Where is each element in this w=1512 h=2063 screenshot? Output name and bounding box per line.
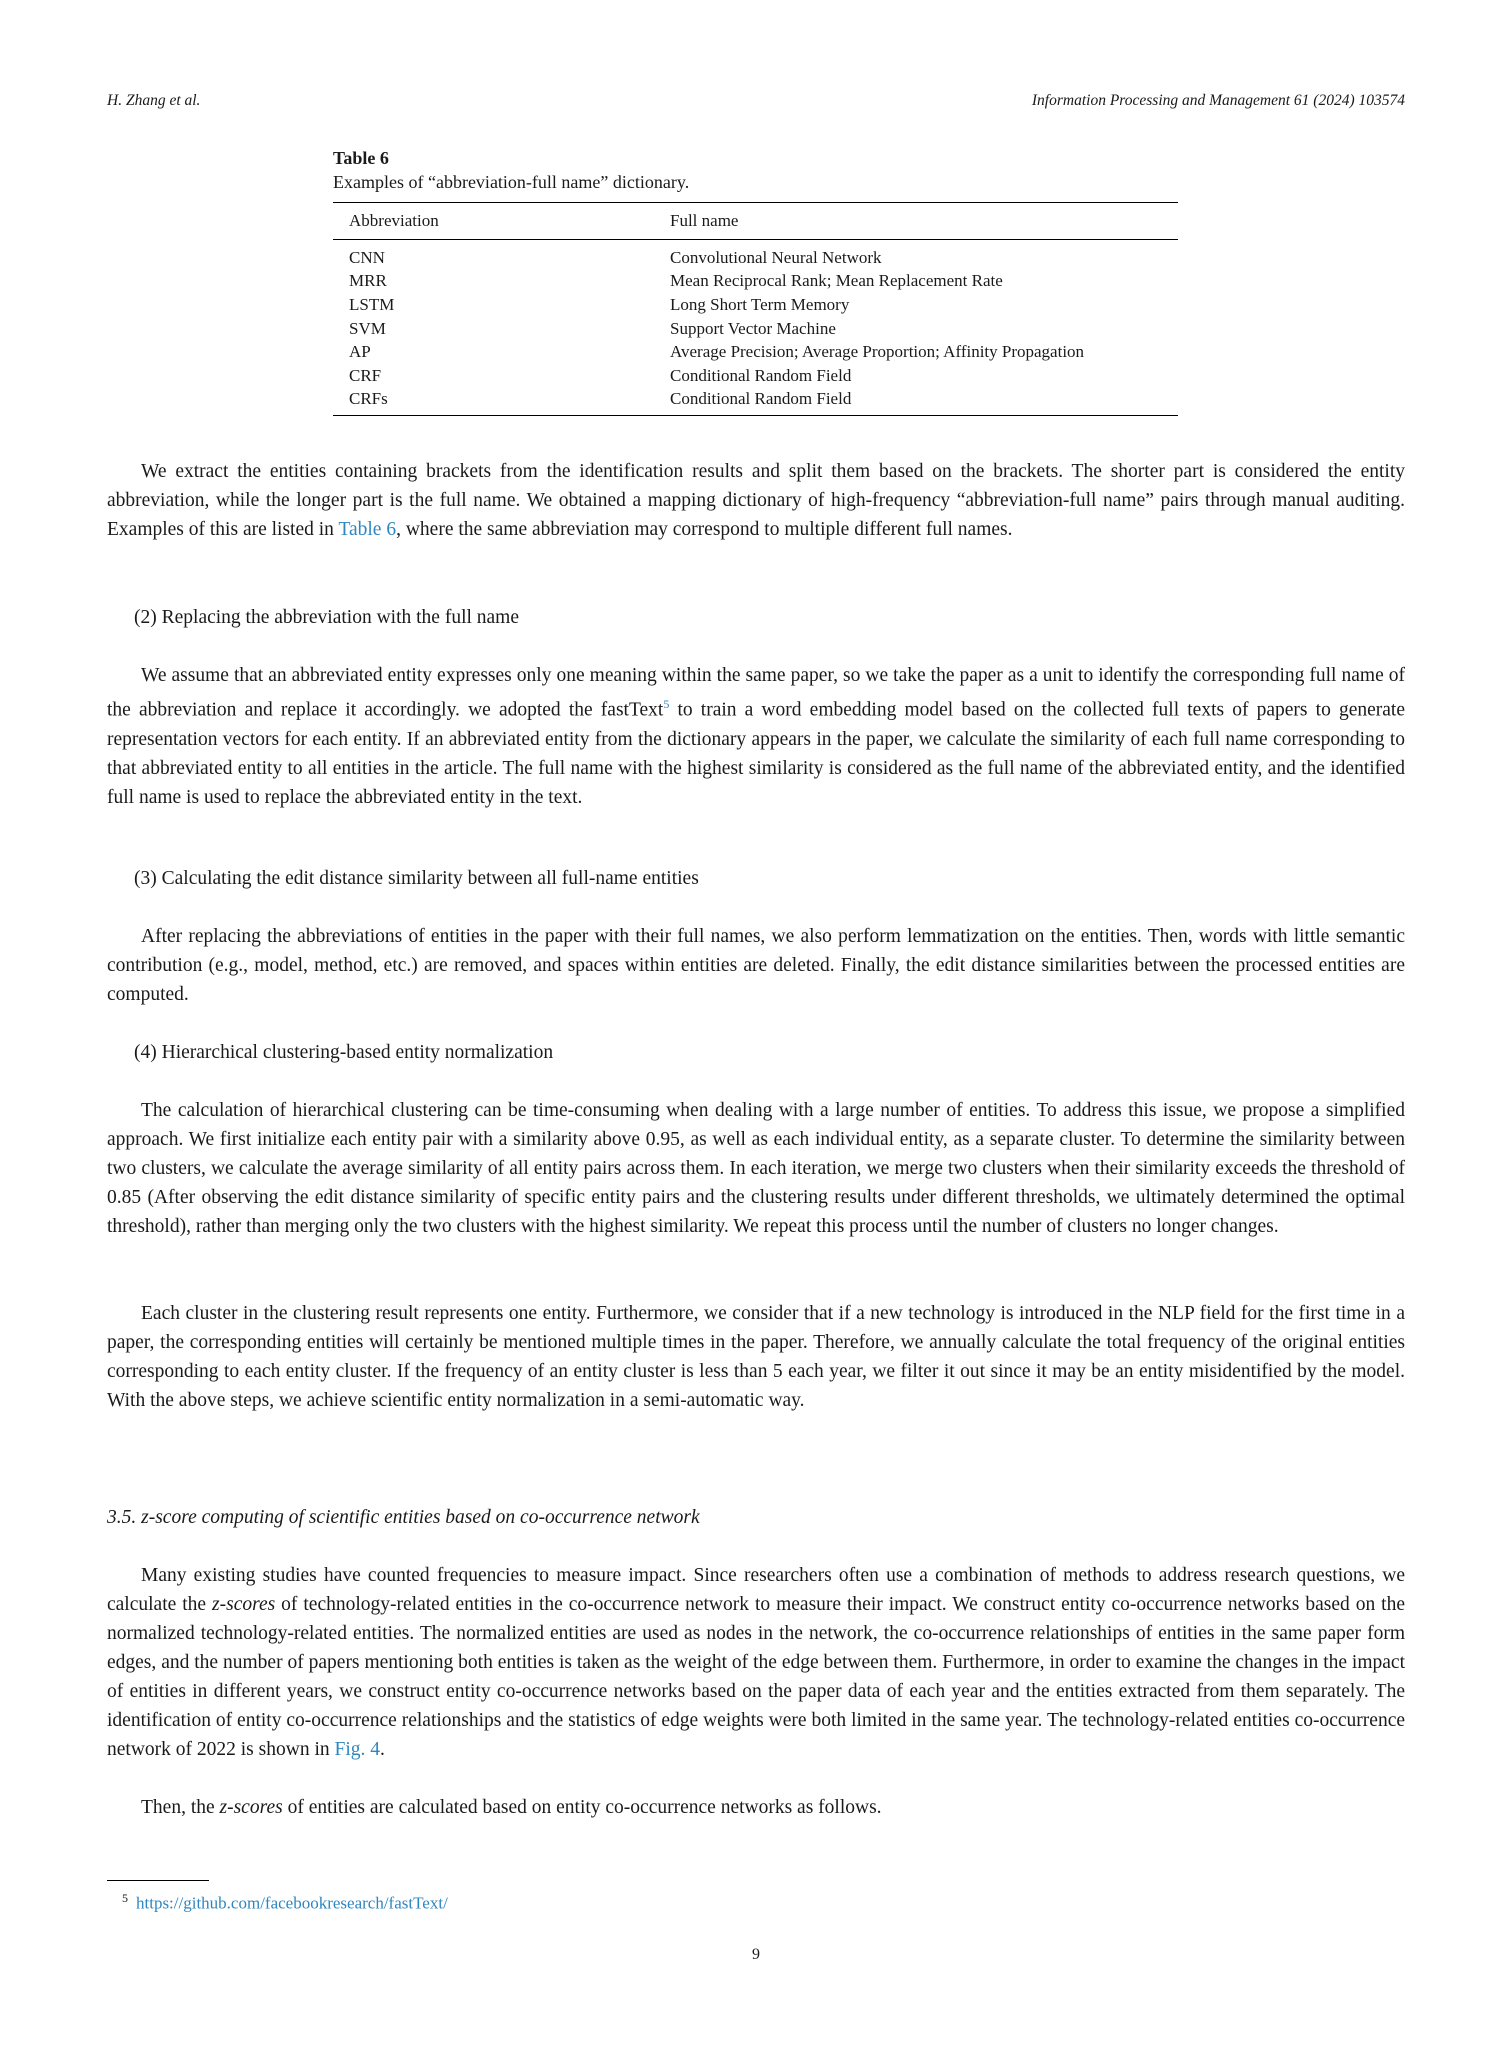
paragraph-abbreviation-extraction (107, 457, 1405, 544)
table-row (333, 293, 1178, 317)
running-header-authors: H. Zhang et al. (107, 92, 201, 109)
table-cell: CRF (349, 365, 382, 385)
table-cell: Conditional Random Field (670, 365, 852, 385)
table-row (333, 270, 1178, 294)
paragraph-text: , where the same abbreviation may correspond to multiple different full names. (396, 519, 1013, 540)
z-scores-term: z-scores (219, 1797, 283, 1818)
table-header-cell: Abbreviation (349, 211, 439, 230)
paragraph-text: We extract the entities containing brackets from the identification results and split them based on the brackets. The shorter part is considered the entity abbreviation, while the longer part is the full name. We obtained a mapping dictionary of high-frequency “abbreviation-full name” pairs through manual auditing. Examples of this are listed in (107, 461, 1405, 540)
paragraph-replacing-abbreviation (107, 661, 1405, 812)
z-scores-term: z-scores (212, 1594, 276, 1615)
paragraph-text: of technology-related entities in the co-occurrence network to measure their impact. We construct entity co-occurrence networks based on the normalized technology-related entities. The normalized entities are used as nodes in the network, the co-occurrence relationships of entities in the same paper form edges, and the number of papers mentioning both entities is taken as the weight of the edge between them. Furthermore, in order to examine the changes in the impact of entities in different years, we construct entity co-occurrence networks based on the paper data of each year and the entities extracted from them separately. The identification of entity co-occurrence relationships and the statistics of edge weights were both limited in the same year. The technology-related entities co-occurrence network of 2022 is shown in (107, 1594, 1405, 1760)
table-cell: Average Precision; Average Proportion; Affinity Propagation (670, 342, 1085, 362)
footnote-ref-5[interactable]: 5 (663, 697, 670, 711)
paragraph-hierarchical-clustering: The calculation of hierarchical clustering can be time-consuming when dealing with a large number of entities. To address this issue, we propose a simplified approach. We first initialize each entity pair with a similarity above 0.95, as well as each individual entity, as a separate cluster. To determine the similarity between two clusters, we calculate the average similarity of all entity pairs across them. In each iteration, we merge two clusters when their similarity exceeds the threshold of 0.85 (After observing the edit distance similarity of specific entity pairs and the clustering results under different thresholds, we ultimately determined the optimal threshold), rather than merging only the two clusters with the highest similarity. We repeat this process until the number of clusters no longer changes. (107, 1100, 1405, 1237)
page-number: 9 (752, 1946, 760, 1963)
table-row (333, 317, 1178, 341)
list-item-2: (2) Replacing the abbreviation with the full name (134, 607, 520, 628)
paragraph-cluster-frequency: Each cluster in the clustering result represents one entity. Furthermore, we consider that if a new technology is introduced in the NLP field for the first time in a paper, the corresponding entities will certainly be mentioned multiple times in the paper. Therefore, we annually calculate the total frequency of the original entities corresponding to each entity cluster. If the frequency of an entity cluster is less than 5 each year, we filter it out since it may be an entity misidentified by the model. With the above steps, we achieve scientific entity normalization in a semi-automatic way. (107, 1303, 1405, 1411)
paragraph-text: We assume that an abbreviated entity expresses only one meaning within the same paper, so we take the paper as a unit to identify the corresponding full name of the abbreviation and replace it accordingly. we adopted the fastText (107, 665, 1405, 721)
table-cell: CNN (349, 247, 385, 267)
footnote-divider (107, 1880, 209, 1881)
table-row (333, 388, 1178, 412)
table-body (333, 240, 1178, 416)
table-cell: MRR (349, 271, 387, 291)
table-cell: Mean Reciprocal Rank; Mean Replacement Rate (670, 271, 1003, 291)
table-6 (333, 146, 1178, 416)
table-row (333, 364, 1178, 388)
paragraph-z-score-network (107, 1561, 1405, 1764)
table-cell: AP (349, 342, 371, 362)
footnote-5 (122, 1886, 448, 1916)
table-6-link[interactable]: Table 6 (338, 519, 397, 540)
paragraph-text: . (380, 1739, 385, 1760)
paragraph-z-score-intro (107, 1793, 1405, 1822)
table-header-cell: Full name (670, 211, 739, 230)
list-item-3: (3) Calculating the edit distance similarity between all full-name entities (134, 868, 699, 889)
table-cell: CRFs (349, 389, 388, 409)
section-heading-3-5: 3.5. z-score computing of scientific entities based on co-occurrence network (107, 1507, 700, 1528)
list-item-4: (4) Hierarchical clustering-based entity normalization (134, 1042, 554, 1063)
running-header-journal: Information Processing and Management 61 (2024) 103574 (1031, 92, 1405, 109)
table-cell: Conditional Random Field (670, 389, 852, 409)
table-cell: LSTM (349, 294, 395, 314)
paragraph-text: Many existing studies have counted frequencies to measure impact. Since researchers often use a combination of methods to address research questions, we calculate the (107, 1565, 1405, 1615)
paragraph-text: to train a word embedding model based on the collected full texts of papers to generate representation vectors for each entity. If an abbreviated entity from the dictionary appears in the paper, we calculate the similarity of each full name corresponding to that abbreviated entity to all entities in the article. The full name with the highest similarity is considered as the full name of the abbreviated entity, and the identified full name is used to replace the abbreviated entity in the text. (107, 699, 1405, 808)
table-cell: Convolutional Neural Network (670, 247, 882, 267)
table-caption: Table 6 (333, 148, 389, 168)
paragraph-edit-distance: After replacing the abbreviations of entities in the paper with their full names, we also perform lemmatization on the entities. Then, words with little semantic contribution (e.g., model, method, etc.) are removed, and spaces within entities are deleted. Finally, the edit distance similarities between the processed entities are computed. (107, 926, 1405, 1005)
paragraph-text: of entities are calculated based on entity co-occurrence networks as follows. (282, 1797, 882, 1818)
table-cell: Long Short Term Memory (670, 294, 850, 314)
paragraph-text: Then, the (141, 1797, 220, 1818)
footnote-number: 5 (122, 1891, 128, 1905)
footnote-url-link[interactable]: https://github.com/facebookresearch/fastText/ (136, 1893, 448, 1913)
table-cell: SVM (349, 318, 386, 338)
table-cell: Support Vector Machine (670, 318, 836, 338)
table-header-row (333, 203, 1178, 240)
table-row (333, 340, 1178, 364)
table-description: Examples of “abbreviation-full name” dictionary. (333, 172, 690, 192)
table-row (333, 246, 1178, 270)
fig-4-link[interactable]: Fig. 4 (334, 1739, 381, 1760)
